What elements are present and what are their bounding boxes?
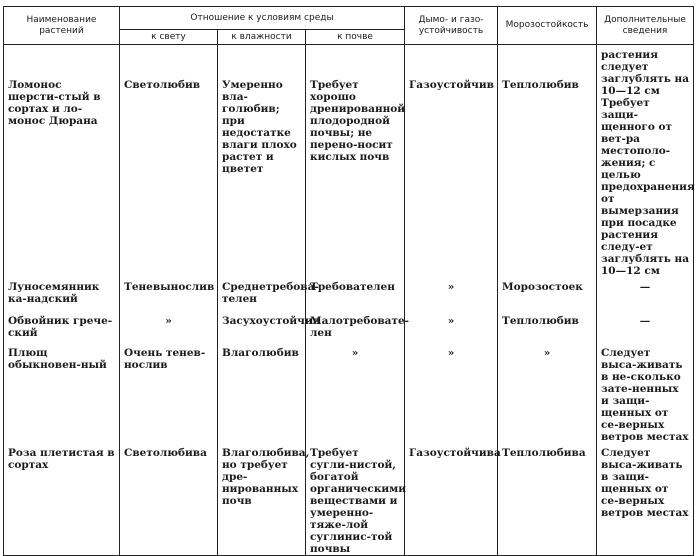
cell-smoke: Газоустойчива [405,443,498,556]
header-extra: Дополнительные сведения [597,7,694,45]
cell-light: Очень тенев-нослив [120,343,218,443]
cell-light: Светолюбив [120,45,218,278]
cell-moisture: Среднетребова-телен [218,277,306,311]
cell-frost: Теплолюбива [498,443,597,556]
header-env-group: Отношение к условиям среды [120,7,405,30]
cell-soil: Требователен [306,277,405,311]
cell-smoke: » [405,277,498,311]
cell-extra: Следует выса-живать в не-сколько зате-ненных и защи-щенных от се-верных ветров местах [597,343,694,443]
cell-moisture: Засухоустойчив [218,311,306,343]
cell-name: Обвойник грече-ский [4,311,120,343]
header-frost: Морозостойкость [498,7,597,45]
cell-smoke: » [405,343,498,443]
cell-light: » [120,311,218,343]
cell-light: Светолюбива [120,443,218,556]
cell-name: Луносемянник ка-надский [4,277,120,311]
table-row [4,277,694,311]
table-row [4,443,694,556]
cell-soil: Требует хорошо дренированной плодородной почвы; не перено-носит кислых почв [306,45,405,278]
cell-extra: растения следует заглублять на 10—12 см Требует защи-щенного от вет-ра местополо-жения; с целью предохранения от вымерзания при посадке растения следу-ет заглублять на 10—12 см [597,45,694,278]
cell-smoke: Газоустойчив [405,45,498,278]
cell-extra: Следует выса-живать в защи-щенных от се-верных ветров местах [597,443,694,556]
table-header [4,7,694,45]
table-row [4,45,694,278]
header-light: к свету [120,30,218,45]
cell-light: Теневынослив [120,277,218,311]
cell-name: Ломонос шерсти-стый в сортах и ло-монос Дюрана [4,45,120,278]
cell-smoke: » [405,311,498,343]
cell-name: Роза плетистая в сортах [4,443,120,556]
table-body [4,45,694,556]
cell-moisture: Влаголюбив [218,343,306,443]
table-row [4,311,694,343]
cell-frost: » [498,343,597,443]
cell-moisture: Умеренно вла-голюбив; при недостатке влаги плохо растет и цветет [218,45,306,278]
cell-soil: Малотребовате-лен [306,311,405,343]
table-row [4,343,694,443]
header-name: Наименование растений [4,7,120,45]
cell-extra: — [597,311,694,343]
cell-name: Плющ обыкновен-ный [4,343,120,443]
cell-frost: Теплолюбив [498,311,597,343]
cell-soil: » [306,343,405,443]
cell-soil: Требует сугли-нистой, богатой органическими веществами и умеренно-тяже-лой суглинис-той почвы [306,443,405,556]
cell-frost: Теплолюбив [498,45,597,278]
header-moisture: к влажности [218,30,306,45]
plants-table [3,6,694,556]
cell-moisture: Влаголюбива, но требует дре-нированных почв [218,443,306,556]
header-smoke: Дымо- и газо- устойчивость [405,7,498,45]
header-soil: к почве [306,30,405,45]
cell-frost: Морозостоек [498,277,597,311]
cell-extra: — [597,277,694,311]
